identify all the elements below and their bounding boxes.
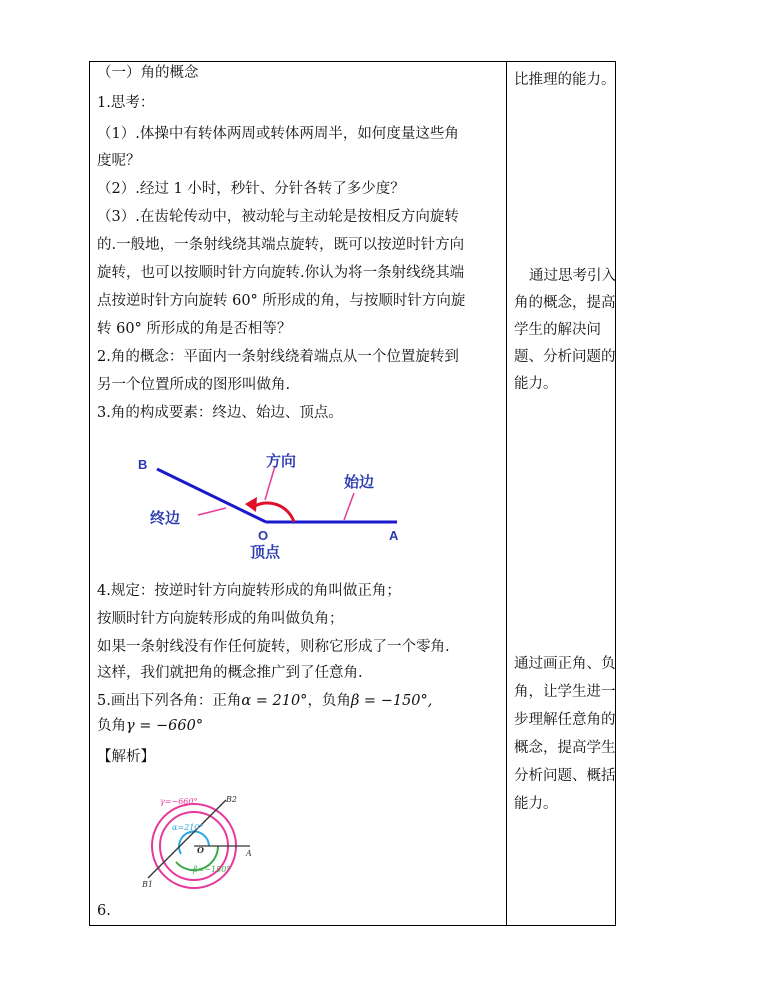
question-3-line3: 旋转，也可以按顺时针方向旋转.你认为将一条射线绕其端 [97,265,465,281]
label-B2: B2 [226,795,237,804]
label-end-side: 终边 [150,509,181,527]
side-note-bottom-5: 分析问题、概括 [514,768,616,784]
side-note-top: 比推理的能力。 [514,72,616,88]
exercise-5-cont [97,717,203,735]
beta-prefix: ，负角 [307,693,351,709]
label-B: B [138,457,148,472]
question-2: （2）.经过 1 小时，秒针、分针各转了多少度？ [97,181,405,197]
angle-components-diagram [130,445,420,560]
exercise-5 [97,692,432,710]
side-note-mid-1: 通过思考引入 [529,268,616,284]
analysis-heading: 【解析】 [97,749,155,765]
side-note-mid-2: 角的概念，提高 [514,295,616,311]
rule-negative: 按顺时针方向旋转形成的角叫做负角； [97,611,344,627]
question-3-line5: 转 60° 所形成的角是否相等？ [97,321,292,337]
side-note-mid-4: 题、分析问题的 [514,349,616,365]
question-1-cont: 度呢？ [97,153,141,169]
side-note-bottom-2: 角，让学生进一 [514,684,616,700]
concept-def-cont: 另一个位置所成的图形叫做角. [97,377,291,393]
label-vertex: 顶点 [250,543,281,561]
side-note-mid-5: 能力。 [514,376,558,392]
think-heading: 1.思考： [97,95,155,111]
end-side-pointer [198,508,226,515]
label-O: O [258,528,269,543]
label-B1: B1 [142,880,153,889]
concept-def: 2.角的概念：平面内一条射线绕着端点从一个位置旋转到 [97,349,459,365]
label-start-side: 始边 [344,473,375,491]
label-beta: β=−150° [193,865,231,874]
label-direction: 方向 [266,452,297,470]
label-alpha: α=210° [172,823,204,832]
side-note-bottom-3: 步理解任意角的 [514,712,616,728]
alpha-expression: α = 210° [241,693,308,709]
exercise-5-text: 5.画出下列各角：正角 [97,693,242,709]
side-note-bottom-1: 通过画正角、负 [514,656,616,672]
question-3-line4: 点按逆时针方向旋转 60° 所形成的角，与按顺时针方向旋 [97,293,466,309]
gamma-expression: γ = −660° [126,718,204,734]
exercise-6: 6. [97,903,111,919]
angles-circle-diagram [140,790,270,890]
side-note-bottom-4: 概念，提高学生 [514,740,616,756]
rule-generalize: 这样，我们就把角的概念推广到了任意角. [97,665,363,681]
side-note-mid-3: 学生的解决问 [514,322,601,338]
arrow-icon [245,497,257,512]
section-title: （一）角的概念 [97,65,199,81]
label-gamma: γ=−660° [160,797,198,806]
question-1: （1）.体操中有转体两周或转体两周半，如何度量这些角 [97,126,459,142]
rule-positive: 4.规定：按逆时针方向旋转形成的角叫做正角； [97,583,401,599]
start-side-pointer [344,493,354,520]
rule-zero: 如果一条射线没有作任何旋转，则称它形成了一个零角. [97,639,450,655]
beta-expression: β = −150°, [350,693,433,709]
label-O2: O [197,845,204,855]
label-A: A [389,528,399,543]
side-note-bottom-6: 能力。 [514,796,558,812]
column-divider [506,62,507,925]
direction-pointer [265,466,275,500]
question-3: （3）.在齿轮传动中，被动轮与主动轮是按相反方向旋转 [97,209,459,225]
label-A2: A [246,849,252,858]
question-3-line2: 的.一般地，一条射线绕其端点旋转，既可以按逆时针方向 [97,237,465,253]
angle-elements: 3.角的构成要素：终边、始边、顶点。 [97,405,343,421]
gamma-prefix: 负角 [97,718,126,734]
